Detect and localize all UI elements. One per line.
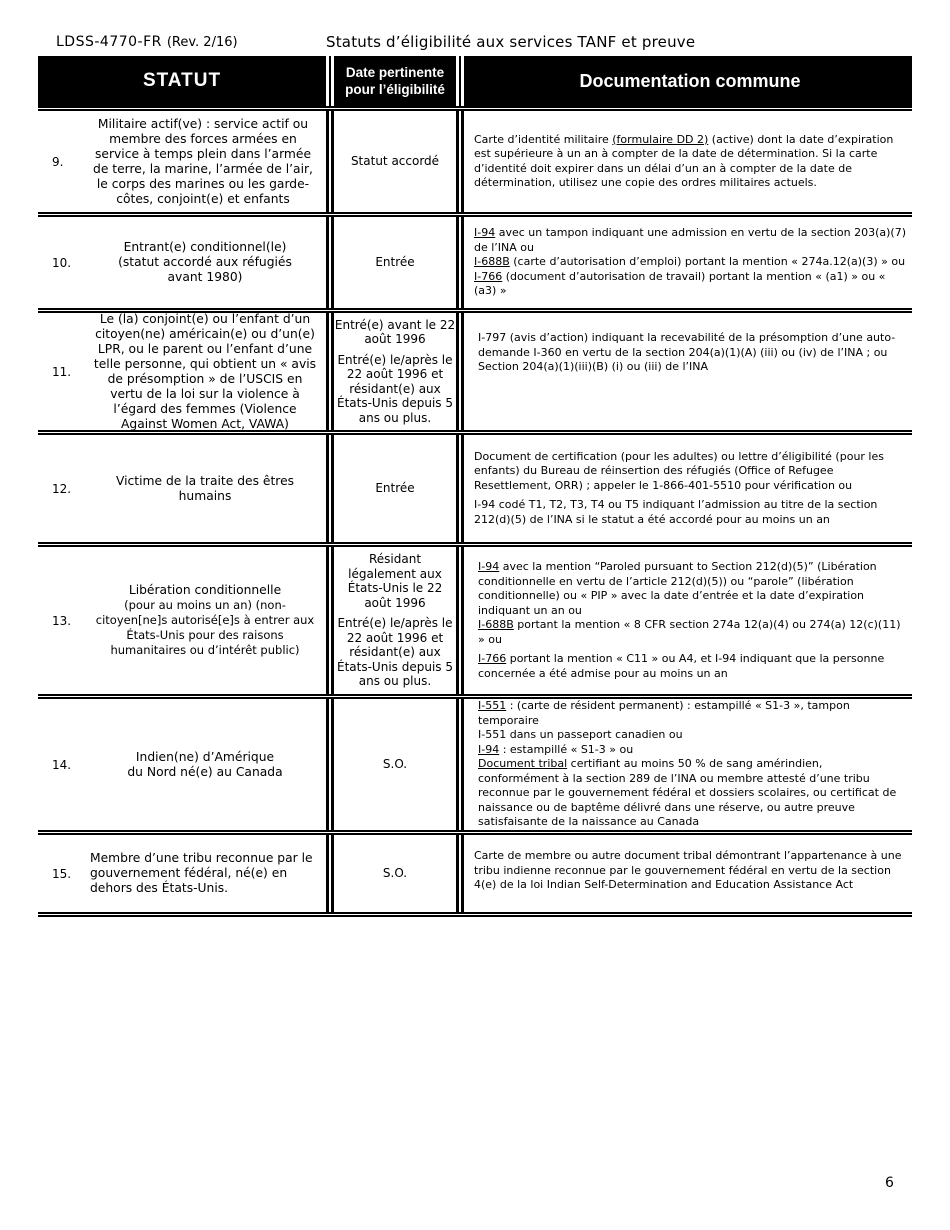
page-number: 6 bbox=[885, 1175, 894, 1191]
status-column-header: STATUT bbox=[142, 70, 222, 91]
row-number: 14. bbox=[52, 757, 72, 772]
form-revision: (Rev. 2/16) bbox=[166, 35, 238, 50]
table-row bbox=[38, 313, 912, 430]
table-row bbox=[38, 111, 912, 212]
table-row bbox=[38, 547, 912, 694]
form-id bbox=[56, 34, 238, 50]
row-number: 9. bbox=[52, 154, 64, 169]
date-cell: Entré(e) avant le 22 août 1996 Entré(e) le/après le 22 août 1996 et résidant(e) aux États-Unis depuis 5 ans ou plus. bbox=[334, 317, 456, 425]
table-row bbox=[38, 217, 912, 308]
table-row bbox=[38, 835, 912, 912]
date-cell: Entrée bbox=[375, 255, 415, 270]
row-number: 10. bbox=[52, 255, 72, 270]
date-cell: Entrée bbox=[375, 481, 415, 496]
row-number: 13. bbox=[52, 613, 72, 628]
status-cell: Victime de la traite des êtres humains bbox=[115, 473, 295, 503]
status-cell: Libération conditionnelle (pour au moins un an) (non-citoyen[ne]s autorisé[e]s à entrer aux États-Unis pour des raisons humanitaires ou d’intérêt public) bbox=[95, 583, 315, 657]
table-row bbox=[38, 699, 912, 830]
table-row bbox=[38, 435, 912, 542]
status-cell: Le (la) conjoint(e) ou l’enfant d’un citoyen(ne) américain(e) ou d’un(e) LPR, ou le parent ou l’enfant d’une telle personne, qui obtient un « avis de présomption » de l’USCIS en vertu de la loi sur la violence à l’égard des femmes (Violence Against Women Act, VAWA) bbox=[93, 311, 317, 431]
date-cell: Résidant légalement aux États-Unis le 22 août 1996 Entré(e) le/après le 22 août 1996 et résidant(e) aux États-Unis depuis 5 ans ou plus. bbox=[337, 552, 453, 689]
row-number: 12. bbox=[52, 481, 72, 496]
form-number: LDSS-4770-FR bbox=[56, 34, 162, 50]
eligibility-table bbox=[38, 56, 912, 917]
doc-cell: Carte de membre ou autre document tribal démontrant l’appartenance à une tribu indienne reconnue par le gouvernement fédéral en vertu de la section 4(e) de la loi Indian Self-Determination and Education Assistance Act bbox=[474, 849, 902, 891]
doc-cell: I-551 : (carte de résident permanent) : estampillé « S1-3 », tampon temporaire I-551 dans un passeport canadien ou I-94 : estampillé « S1-3 » ou Document tribal certifiant au moins 50 % de sang amérindien, conformément à la section 289 de l’INA ou membre attesté d’une tribu reconnue par le gouvernement fédéral et dossiers scolaires, ou certificat de naissance ou de baptême délivré dans une réserve, ou autre preuve satisfaisante de la naissance au Canada bbox=[478, 699, 897, 829]
date-cell: Statut accordé bbox=[350, 154, 440, 169]
doc-cell: Document de certification (pour les adultes) ou lettre d’éligibilité (pour les enfants) du Bureau de réinsertion des réfugiés (Office of Refugee Resettlement, ORR) ; appeler le 1-866-401-5510 pour vérification ou I-94 codé T1, T2, T3, T4 ou T5 indiquant l’admission au titre de la section 212(d)(5) de l’INA si le statut a été accordé pour au moins un an bbox=[474, 449, 884, 526]
table-header bbox=[38, 56, 912, 106]
date-column-header: Date pertinente pour l’éligibilité bbox=[345, 65, 445, 97]
doc-cell: I-94 avec un tampon indiquant une admission en vertu de la section 203(a)(7) de l’INA ou I-688B (carte d’autorisation d’emploi) portant la mention « 274a.12(a)(3) » ou I-766 (document d’autorisation de travail) portant la mention « (a1) » ou « (a3) » bbox=[474, 226, 906, 298]
date-cell: S.O. bbox=[382, 866, 408, 881]
status-cell: Militaire actif(ve) : service actif ou membre des forces armées en service à temps plein dans l’armée de terre, la marine, l’armée de l’air, le corps des marines ou les garde-côtes, conjoint(e) et enfants bbox=[93, 116, 313, 206]
status-cell: Indien(ne) d’Amérique du Nord né(e) au Canada bbox=[127, 749, 283, 779]
row-number: 11. bbox=[52, 364, 72, 379]
row-number: 15. bbox=[52, 866, 72, 881]
doc-cell: I-94 avec la mention “Paroled pursuant to Section 212(d)(5)” (Libération conditionnelle en vertu de l’article 212(d)(5)) ou “parole” (libération conditionnelle) ou « PIP » avec la date d’entrée et la date d’expiration indiquant un an ou I-688B portant la mention « 8 CFR section 274a 12(a)(4) ou 274(a) 12(c)(11) » ou I-766 portant la mention « C11 » ou A4, et I-94 indiquant que la personne concernée a été admise pour au moins un an bbox=[478, 560, 901, 680]
doc-cell: Carte d’identité militaire (formulaire DD 2) (active) dont la date d’expiration est supérieure à un an à compter de la date de détermination. Si la carte d’identité doit expirer dans un délai d’un an à compter de la date de détermination, utilisez une copie des ordres militaires actuels. bbox=[474, 132, 894, 189]
page-title: Statuts d’éligibilité aux services TANF et preuve bbox=[326, 33, 696, 51]
status-cell: Entrant(e) conditionnel(le) (statut accordé aux réfugiés avant 1980) bbox=[118, 240, 292, 284]
doc-column-header: Documentation commune bbox=[579, 70, 801, 91]
doc-cell: I-797 (avis d’action) indiquant la recevabilité de la présomption d’une auto-demande I-360 en vertu de la section 204(a)(1)(A) (iii) ou (iv) de l’INA ; ou Section 204(a)(1)(iii)(B) (i) ou (iii) de l’INA bbox=[478, 331, 896, 373]
status-cell: Membre d’une tribu reconnue par le gouvernement fédéral, né(e) en dehors des États-Unis. bbox=[90, 851, 313, 895]
date-cell: S.O. bbox=[382, 757, 408, 772]
